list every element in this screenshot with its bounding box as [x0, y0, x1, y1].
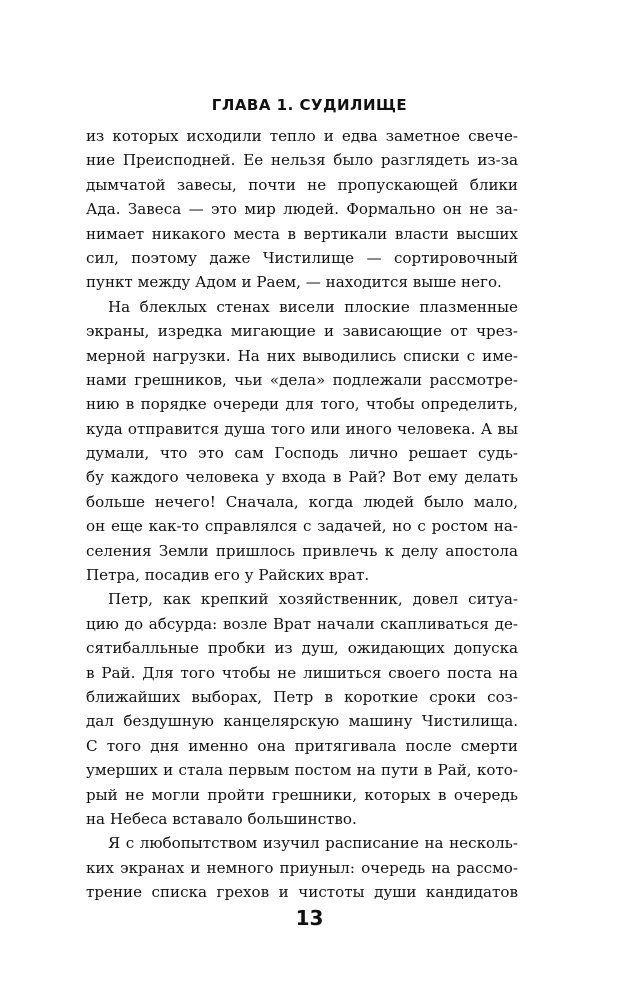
text-line: На блеклых стенах висели плоские плазменные	[108, 297, 518, 316]
body-text	[86, 124, 518, 905]
text-line: на Небеса вставало большинство.	[86, 809, 357, 828]
text-line: бу каждого человека у входа в Рай? Вот ему делать	[86, 468, 518, 487]
paragraph-4	[86, 831, 518, 904]
text-line: ние Преисподней. Ее нельзя было разглядеть из-за	[86, 151, 518, 170]
text-line: дымчатой завесы, почти не пропускающей блики	[86, 175, 518, 194]
text-line: цию до абсурда: возле Врат начали скапливаться де-	[86, 614, 518, 633]
text-line: мерной нагрузки. На них выводились списки с име-	[86, 346, 518, 365]
text-line: куда отправится душа того или иного человека. А вы	[86, 419, 518, 438]
text-line: сил, поэтому даже Чистилище — сортировочный	[86, 248, 518, 267]
text-line: из которых исходили тепло и едва заметное свече-	[86, 127, 518, 145]
paragraph-1	[86, 124, 518, 295]
text-line: Я с любопытством изучил расписание на несколь-	[108, 834, 518, 853]
text-line: в Рай. Для того чтобы не лишиться своего поста на	[86, 663, 518, 682]
text-line: рый не могли пройти грешники, которых в очередь	[86, 785, 518, 804]
paragraph-2	[86, 295, 518, 588]
text-line: трение списка грехов и чистоты души кандидатов	[86, 883, 518, 902]
text-line: ближайших выборах, Петр в короткие сроки соз-	[86, 687, 518, 706]
text-line: он еще как-то справлялся с задачей, но с ростом на-	[86, 517, 518, 536]
text-line: умерших и стала первым постом на пути в Рай, кото-	[86, 761, 518, 780]
text-line: ких экранах и немного приуныл: очередь на рассмо-	[86, 858, 518, 877]
text-line: Петр, как крепкий хозяйственник, довел ситуа-	[108, 590, 518, 609]
text-line: нию в порядке очереди для того, чтобы определить,	[86, 395, 518, 414]
text-line: Петра, посадив его у Райских врат.	[86, 566, 370, 585]
paragraph-3	[86, 587, 518, 831]
text-line: экраны, изредка мигающие и зависающие от чрез-	[86, 322, 518, 341]
text-line: думали, что это сам Господь лично решает судь-	[86, 444, 518, 463]
text-line: нимает никакого места в вертикали власти высших	[86, 224, 518, 243]
text-line: нами грешников, чьи «дела» подлежали рассмотре-	[86, 370, 518, 389]
text-line: Ада. Завеса — это мир людей. Формально он не за-	[86, 200, 518, 219]
text-line: пункт между Адом и Раем, — находится выше него.	[86, 273, 502, 292]
page-number: 13	[295, 906, 324, 930]
running-head: ГЛАВА 1. СУДИЛИЩЕ	[211, 96, 408, 114]
text-line: селения Земли пришлось привлечь к делу апостола	[86, 541, 518, 560]
text-line: С того дня именно она притягивала после смерти	[86, 736, 518, 755]
text-line: сятибалльные пробки из душ, ожидающих допуска	[86, 639, 518, 658]
text-line: больше нечего! Сначала, когда людей было мало,	[86, 492, 518, 511]
text-line: дал бездушную канцелярскую машину Чистилища.	[86, 712, 518, 731]
